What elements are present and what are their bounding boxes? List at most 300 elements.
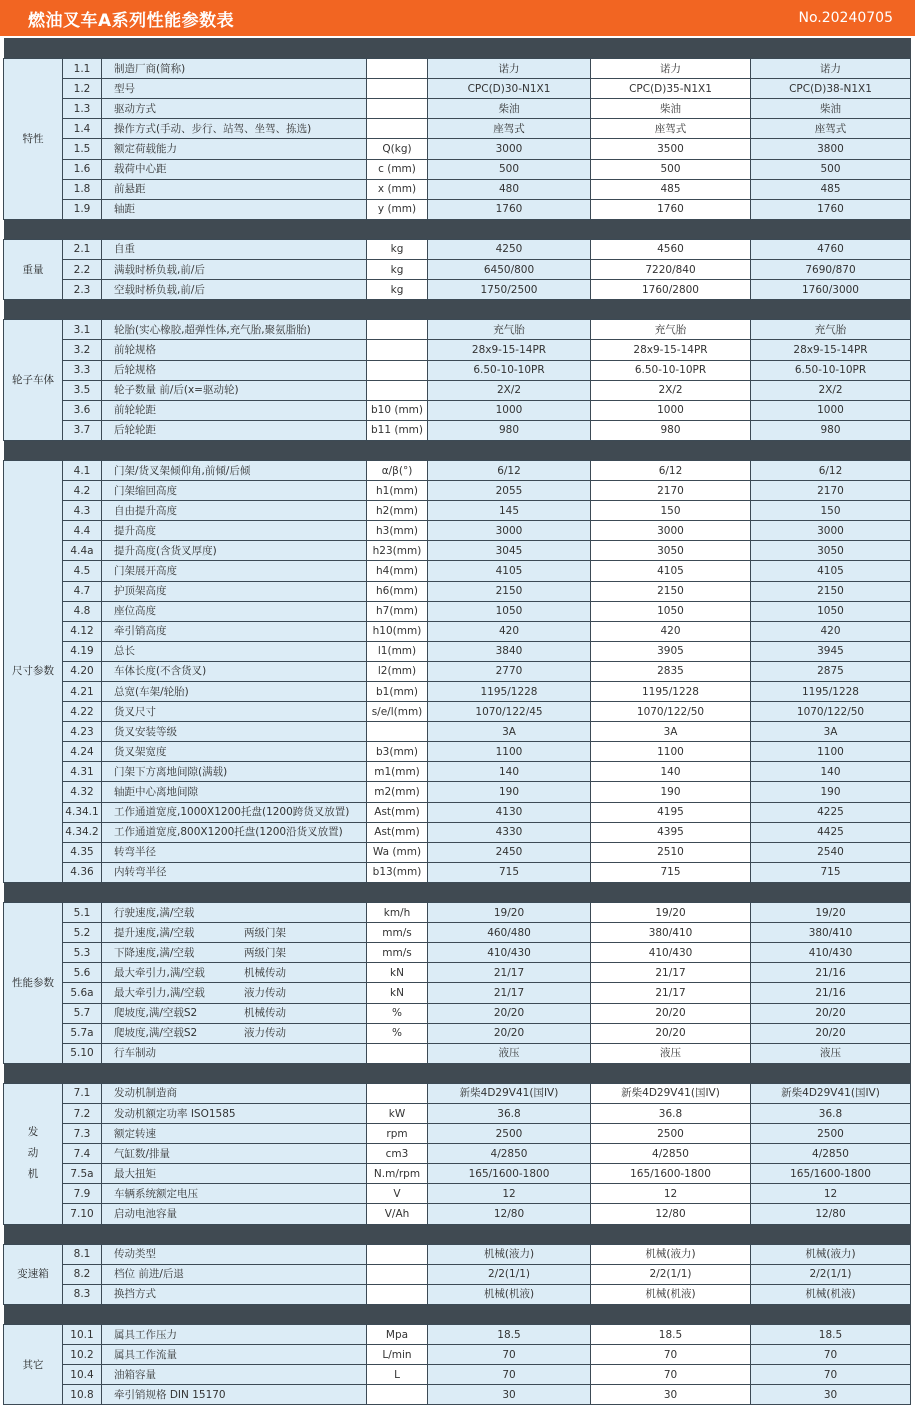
value-model-2: 新柴4D29V41(国IV) <box>591 1083 751 1103</box>
value-model-3: 4105 <box>751 561 911 581</box>
value-model-1: 145 <box>428 501 591 521</box>
section-label <box>4 59 63 220</box>
item-name: 型号 <box>102 79 367 99</box>
value-model-3: 2500 <box>751 1124 911 1144</box>
item-name: 轮胎(实心橡胶,超弹性体,充气胎,聚氨脂胎) <box>102 320 367 340</box>
section-label <box>4 460 63 882</box>
spec-row <box>4 1144 911 1164</box>
section-label-line: 车体 <box>33 374 54 387</box>
value-model-1: 190 <box>428 782 591 802</box>
section-label <box>4 320 63 441</box>
item-name <box>102 1043 367 1063</box>
value-model-2: 1760/2800 <box>591 280 751 300</box>
value-model-3: 485 <box>751 179 911 199</box>
item-number: 1.8 <box>63 179 102 199</box>
value-model-2: 4/2850 <box>591 1144 751 1164</box>
item-number: 8.1 <box>63 1244 102 1264</box>
value-model-2: 3500 <box>591 139 751 159</box>
value-model-2: 机械(机液) <box>591 1284 751 1304</box>
item-name: 车辆系统额定电压 <box>102 1184 367 1204</box>
section-divider <box>4 1224 911 1244</box>
value-model-1: CPC(D)30-N1X1 <box>428 79 591 99</box>
value-model-3: 6.50-10-10PR <box>751 360 911 380</box>
value-model-1: 18.5 <box>428 1325 591 1345</box>
value-model-2: 1195/1228 <box>591 682 751 702</box>
value-model-2: 715 <box>591 862 751 882</box>
item-name: 后轮轮距 <box>102 420 367 440</box>
spec-row <box>4 260 911 280</box>
spec-row <box>4 722 911 742</box>
value-model-2: 1050 <box>591 601 751 621</box>
item-number: 4.2 <box>63 481 102 501</box>
item-name: 货叉安装等级 <box>102 722 367 742</box>
value-model-1: 1000 <box>428 400 591 420</box>
spec-row <box>4 822 911 842</box>
spec-row <box>4 179 911 199</box>
item-number: 5.3 <box>63 943 102 963</box>
section-label-line: 其它 <box>22 1358 44 1371</box>
spec-row <box>4 1204 911 1224</box>
item-name: 轮子数量 前/后(x=驱动轮) <box>102 380 367 400</box>
value-model-2: 21/17 <box>591 983 751 1003</box>
value-model-3: 18.5 <box>751 1325 911 1345</box>
item-name: 轴距 <box>102 199 367 219</box>
item-number: 5.10 <box>63 1043 102 1063</box>
item-unit: h1(mm) <box>367 481 428 501</box>
item-number: 8.2 <box>63 1264 102 1284</box>
value-model-3: 2150 <box>751 581 911 601</box>
spec-row <box>4 1365 911 1385</box>
item-unit: Wa (mm) <box>367 842 428 862</box>
item-name-text: 最大牵引力,满/空载 <box>114 966 205 979</box>
item-number: 4.23 <box>63 722 102 742</box>
section-divider-bar <box>4 1224 911 1244</box>
spec-row <box>4 862 911 882</box>
item-number: 7.4 <box>63 1144 102 1164</box>
value-model-3: 机械(机液) <box>751 1284 911 1304</box>
spec-table <box>3 38 911 1405</box>
item-name: 门架下方离地间隙(满载) <box>102 762 367 782</box>
item-name <box>102 1023 367 1043</box>
value-model-2: 2150 <box>591 581 751 601</box>
value-model-2: 4105 <box>591 561 751 581</box>
value-model-2: 3050 <box>591 541 751 561</box>
value-model-3: 3050 <box>751 541 911 561</box>
value-model-2: 2/2(1/1) <box>591 1264 751 1284</box>
value-model-2: 980 <box>591 420 751 440</box>
value-model-2: 70 <box>591 1365 751 1385</box>
value-model-3: 液压 <box>751 1043 911 1063</box>
item-unit: kg <box>367 280 428 300</box>
value-model-3: 150 <box>751 501 911 521</box>
item-unit <box>367 340 428 360</box>
value-model-2: 4560 <box>591 239 751 259</box>
value-model-2: 190 <box>591 782 751 802</box>
spec-row <box>4 360 911 380</box>
section-divider-bar <box>4 882 911 902</box>
value-model-3: 1760/3000 <box>751 280 911 300</box>
value-model-3: 20/20 <box>751 1023 911 1043</box>
value-model-2: 21/17 <box>591 963 751 983</box>
value-model-1: 2X/2 <box>428 380 591 400</box>
item-name: 工作通道宽度,1000X1200托盘(1200跨货叉放置) <box>102 802 367 822</box>
value-model-1: 1760 <box>428 199 591 219</box>
value-model-2: 1100 <box>591 742 751 762</box>
section-label-line: 参数 <box>33 665 54 678</box>
spec-row <box>4 380 911 400</box>
item-number: 4.19 <box>63 641 102 661</box>
spec-row <box>4 903 911 923</box>
value-model-3: 4225 <box>751 802 911 822</box>
item-name: 护顶架高度 <box>102 581 367 601</box>
value-model-1: 4/2850 <box>428 1144 591 1164</box>
item-name: 货叉架宽度 <box>102 742 367 762</box>
item-unit: h6(mm) <box>367 581 428 601</box>
spec-row <box>4 1164 911 1184</box>
value-model-3: 12/80 <box>751 1204 911 1224</box>
spec-row <box>4 601 911 621</box>
value-model-3: 4425 <box>751 822 911 842</box>
page-header <box>0 0 915 36</box>
item-number: 3.7 <box>63 420 102 440</box>
item-name: 前轮规格 <box>102 340 367 360</box>
value-model-2: 3905 <box>591 641 751 661</box>
item-number: 10.2 <box>63 1345 102 1365</box>
item-number: 4.21 <box>63 682 102 702</box>
item-name <box>102 963 367 983</box>
spec-row <box>4 1264 911 1284</box>
value-model-2: 30 <box>591 1385 751 1405</box>
item-unit: % <box>367 1023 428 1043</box>
spec-row <box>4 59 911 79</box>
item-name: 操作方式(手动、步行、站驾、坐驾、拣选) <box>102 119 367 139</box>
item-name: 总长 <box>102 641 367 661</box>
section-divider-bar <box>4 39 911 59</box>
value-model-2: 380/410 <box>591 923 751 943</box>
value-model-3: 1070/122/50 <box>751 702 911 722</box>
item-unit <box>367 722 428 742</box>
item-name: 气缸数/排量 <box>102 1144 367 1164</box>
value-model-3: 3A <box>751 722 911 742</box>
item-unit: b11 (mm) <box>367 420 428 440</box>
value-model-2: 6/12 <box>591 460 751 480</box>
value-model-1: 6450/800 <box>428 260 591 280</box>
value-model-1: 3000 <box>428 139 591 159</box>
item-name: 载荷中心距 <box>102 159 367 179</box>
value-model-1: 机械(机液) <box>428 1284 591 1304</box>
spec-row <box>4 581 911 601</box>
value-model-3: 2170 <box>751 481 911 501</box>
value-model-2: 2510 <box>591 842 751 862</box>
value-model-2: 485 <box>591 179 751 199</box>
value-model-2: 2500 <box>591 1124 751 1144</box>
value-model-1: 4330 <box>428 822 591 842</box>
item-name: 最大扭矩 <box>102 1164 367 1184</box>
value-model-1: 座驾式 <box>428 119 591 139</box>
value-model-1: 20/20 <box>428 1023 591 1043</box>
spec-row <box>4 119 911 139</box>
item-number: 3.3 <box>63 360 102 380</box>
spec-row <box>4 1244 911 1264</box>
value-model-2: 4195 <box>591 802 751 822</box>
item-name <box>102 943 367 963</box>
item-unit <box>367 360 428 380</box>
item-name: 轴距中心离地间隙 <box>102 782 367 802</box>
item-name: 门架缩回高度 <box>102 481 367 501</box>
spec-row <box>4 621 911 641</box>
item-unit: kN <box>367 963 428 983</box>
spec-row <box>4 561 911 581</box>
value-model-3: 36.8 <box>751 1103 911 1123</box>
item-qualifier: 液力传动 <box>244 1027 286 1040</box>
item-number: 5.6a <box>63 983 102 1003</box>
value-model-3: 715 <box>751 862 911 882</box>
item-number: 1.3 <box>63 99 102 119</box>
value-model-1: 新柴4D29V41(国IV) <box>428 1083 591 1103</box>
item-number: 3.1 <box>63 320 102 340</box>
item-unit <box>367 1385 428 1405</box>
item-name: 货叉尺寸 <box>102 702 367 722</box>
section-divider-bar <box>4 440 911 460</box>
item-number: 4.8 <box>63 601 102 621</box>
value-model-1: 19/20 <box>428 903 591 923</box>
item-unit: b13(mm) <box>367 862 428 882</box>
item-number: 10.4 <box>63 1365 102 1385</box>
item-unit: L/min <box>367 1345 428 1365</box>
section-divider-bar <box>4 219 911 239</box>
value-model-3: 2875 <box>751 661 911 681</box>
value-model-3: 1050 <box>751 601 911 621</box>
value-model-1: 12 <box>428 1184 591 1204</box>
item-unit: x (mm) <box>367 179 428 199</box>
value-model-3: 1000 <box>751 400 911 420</box>
item-unit: y (mm) <box>367 199 428 219</box>
item-unit: b1(mm) <box>367 682 428 702</box>
value-model-1: 500 <box>428 159 591 179</box>
item-number: 7.1 <box>63 1083 102 1103</box>
value-model-1: 1070/122/45 <box>428 702 591 722</box>
spec-row <box>4 501 911 521</box>
spec-row <box>4 139 911 159</box>
item-name: 制造厂商(简称) <box>102 59 367 79</box>
item-unit: % <box>367 1003 428 1023</box>
item-number: 2.2 <box>63 260 102 280</box>
item-unit: h4(mm) <box>367 561 428 581</box>
value-model-2: 7220/840 <box>591 260 751 280</box>
value-model-2: 柴油 <box>591 99 751 119</box>
item-unit: h23(mm) <box>367 541 428 561</box>
value-model-1: 3840 <box>428 641 591 661</box>
value-model-2: 420 <box>591 621 751 641</box>
item-number: 4.32 <box>63 782 102 802</box>
spec-row <box>4 782 911 802</box>
value-model-3: 980 <box>751 420 911 440</box>
value-model-1: 36.8 <box>428 1103 591 1123</box>
item-name <box>102 903 367 923</box>
value-model-1: 20/20 <box>428 1003 591 1023</box>
value-model-2: 12/80 <box>591 1204 751 1224</box>
item-name-text: 爬坡度,满/空载S2 <box>114 1007 198 1020</box>
spec-row <box>4 460 911 480</box>
item-number: 5.2 <box>63 923 102 943</box>
value-model-3: 21/16 <box>751 983 911 1003</box>
item-number: 2.1 <box>63 239 102 259</box>
item-name: 门架/货叉架倾仰角,前倾/后倾 <box>102 460 367 480</box>
value-model-3: CPC(D)38-N1X1 <box>751 79 911 99</box>
item-unit: m2(mm) <box>367 782 428 802</box>
spec-row <box>4 963 911 983</box>
value-model-2: 150 <box>591 501 751 521</box>
item-number: 7.9 <box>63 1184 102 1204</box>
spec-row <box>4 541 911 561</box>
item-unit: kW <box>367 1103 428 1123</box>
item-name: 内转弯半径 <box>102 862 367 882</box>
item-unit: V <box>367 1184 428 1204</box>
item-name-text: 行车制动 <box>114 1047 156 1060</box>
item-number: 1.9 <box>63 199 102 219</box>
item-name: 启动电池容量 <box>102 1204 367 1224</box>
value-model-3: 3800 <box>751 139 911 159</box>
value-model-1: 液压 <box>428 1043 591 1063</box>
section-label <box>4 239 63 299</box>
item-number: 4.3 <box>63 501 102 521</box>
value-model-1: 30 <box>428 1385 591 1405</box>
item-name <box>102 923 367 943</box>
item-name: 车体长度(不含货叉) <box>102 661 367 681</box>
value-model-3: 2X/2 <box>751 380 911 400</box>
item-name: 属具工作流量 <box>102 1345 367 1365</box>
spec-row <box>4 420 911 440</box>
section-label-line: 重量 <box>22 263 44 276</box>
item-unit: Mpa <box>367 1325 428 1345</box>
value-model-2: CPC(D)35-N1X1 <box>591 79 751 99</box>
value-model-3: 420 <box>751 621 911 641</box>
item-unit: km/h <box>367 903 428 923</box>
section-divider-bar <box>4 300 911 320</box>
item-unit: h3(mm) <box>367 521 428 541</box>
item-unit <box>367 1284 428 1304</box>
value-model-1: 165/1600-1800 <box>428 1164 591 1184</box>
item-number: 3.2 <box>63 340 102 360</box>
item-name: 满载时桥负载,前/后 <box>102 260 367 280</box>
value-model-3: 2540 <box>751 842 911 862</box>
item-number: 10.1 <box>63 1325 102 1345</box>
value-model-1: 2770 <box>428 661 591 681</box>
item-unit: h2(mm) <box>367 501 428 521</box>
value-model-1: 4105 <box>428 561 591 581</box>
spec-row <box>4 1124 911 1144</box>
value-model-2: 1070/122/50 <box>591 702 751 722</box>
item-unit: l1(mm) <box>367 641 428 661</box>
value-model-1: 70 <box>428 1345 591 1365</box>
item-unit: kg <box>367 239 428 259</box>
value-model-1: 6/12 <box>428 460 591 480</box>
value-model-1: 柴油 <box>428 99 591 119</box>
item-name: 属具工作压力 <box>102 1325 367 1345</box>
section-divider-bar <box>4 1063 911 1083</box>
value-model-1: 2150 <box>428 581 591 601</box>
value-model-1: 1050 <box>428 601 591 621</box>
item-number: 7.5a <box>63 1164 102 1184</box>
item-number: 5.1 <box>63 903 102 923</box>
spec-row <box>4 1385 911 1405</box>
value-model-3: 1760 <box>751 199 911 219</box>
spec-row <box>4 742 911 762</box>
item-name: 工作通道宽度,800X1200托盘(1200沿货叉放置) <box>102 822 367 842</box>
value-model-1: 3A <box>428 722 591 742</box>
value-model-1: 1100 <box>428 742 591 762</box>
item-name-text: 提升速度,满/空载 <box>114 926 195 939</box>
value-model-3: 165/1600-1800 <box>751 1164 911 1184</box>
item-number: 1.2 <box>63 79 102 99</box>
item-unit: b10 (mm) <box>367 400 428 420</box>
value-model-2: 20/20 <box>591 1003 751 1023</box>
spec-row <box>4 661 911 681</box>
value-model-1: 28x9-15-14PR <box>428 340 591 360</box>
section-divider <box>4 1304 911 1324</box>
section-label-line: 动 <box>27 1147 39 1160</box>
item-qualifier: 两级门架 <box>244 946 286 959</box>
item-name: 空载时桥负载,前/后 <box>102 280 367 300</box>
item-number: 7.10 <box>63 1204 102 1224</box>
item-unit <box>367 1244 428 1264</box>
item-number: 8.3 <box>63 1284 102 1304</box>
value-model-1: 2500 <box>428 1124 591 1144</box>
value-model-3: 140 <box>751 762 911 782</box>
item-number: 4.5 <box>63 561 102 581</box>
spec-row <box>4 983 911 1003</box>
value-model-3: 500 <box>751 159 911 179</box>
section-label-line: 机 <box>27 1168 39 1181</box>
item-unit: mm/s <box>367 923 428 943</box>
item-unit: Ast(mm) <box>367 802 428 822</box>
value-model-3: 70 <box>751 1365 911 1385</box>
item-number: 10.8 <box>63 1385 102 1405</box>
item-number: 7.2 <box>63 1103 102 1123</box>
item-name: 发动机额定功率 ISO1585 <box>102 1103 367 1123</box>
spec-row <box>4 1325 911 1345</box>
value-model-3: 21/16 <box>751 963 911 983</box>
item-number: 4.20 <box>63 661 102 681</box>
item-number: 4.35 <box>63 842 102 862</box>
item-unit: kN <box>367 983 428 1003</box>
value-model-1: 2450 <box>428 842 591 862</box>
value-model-2: 2170 <box>591 481 751 501</box>
spec-row <box>4 320 911 340</box>
item-unit: α/β(°) <box>367 460 428 480</box>
item-number: 4.7 <box>63 581 102 601</box>
item-name: 驱动方式 <box>102 99 367 119</box>
item-name: 油箱容量 <box>102 1365 367 1385</box>
value-model-2: 20/20 <box>591 1023 751 1043</box>
value-model-1: 1750/2500 <box>428 280 591 300</box>
item-qualifier: 机械传动 <box>244 966 286 979</box>
value-model-2: 机械(液力) <box>591 1244 751 1264</box>
spec-row <box>4 481 911 501</box>
value-model-3: 座驾式 <box>751 119 911 139</box>
value-model-3: 2/2(1/1) <box>751 1264 911 1284</box>
section-label <box>4 1083 63 1224</box>
item-name: 额定转速 <box>102 1124 367 1144</box>
spec-row <box>4 1345 911 1365</box>
section-label-line: 发 <box>27 1126 39 1139</box>
item-unit: h10(mm) <box>367 621 428 641</box>
value-model-2: 410/430 <box>591 943 751 963</box>
spec-row <box>4 521 911 541</box>
value-model-3: 诺力 <box>751 59 911 79</box>
value-model-1: 1195/1228 <box>428 682 591 702</box>
value-model-1: 4250 <box>428 239 591 259</box>
